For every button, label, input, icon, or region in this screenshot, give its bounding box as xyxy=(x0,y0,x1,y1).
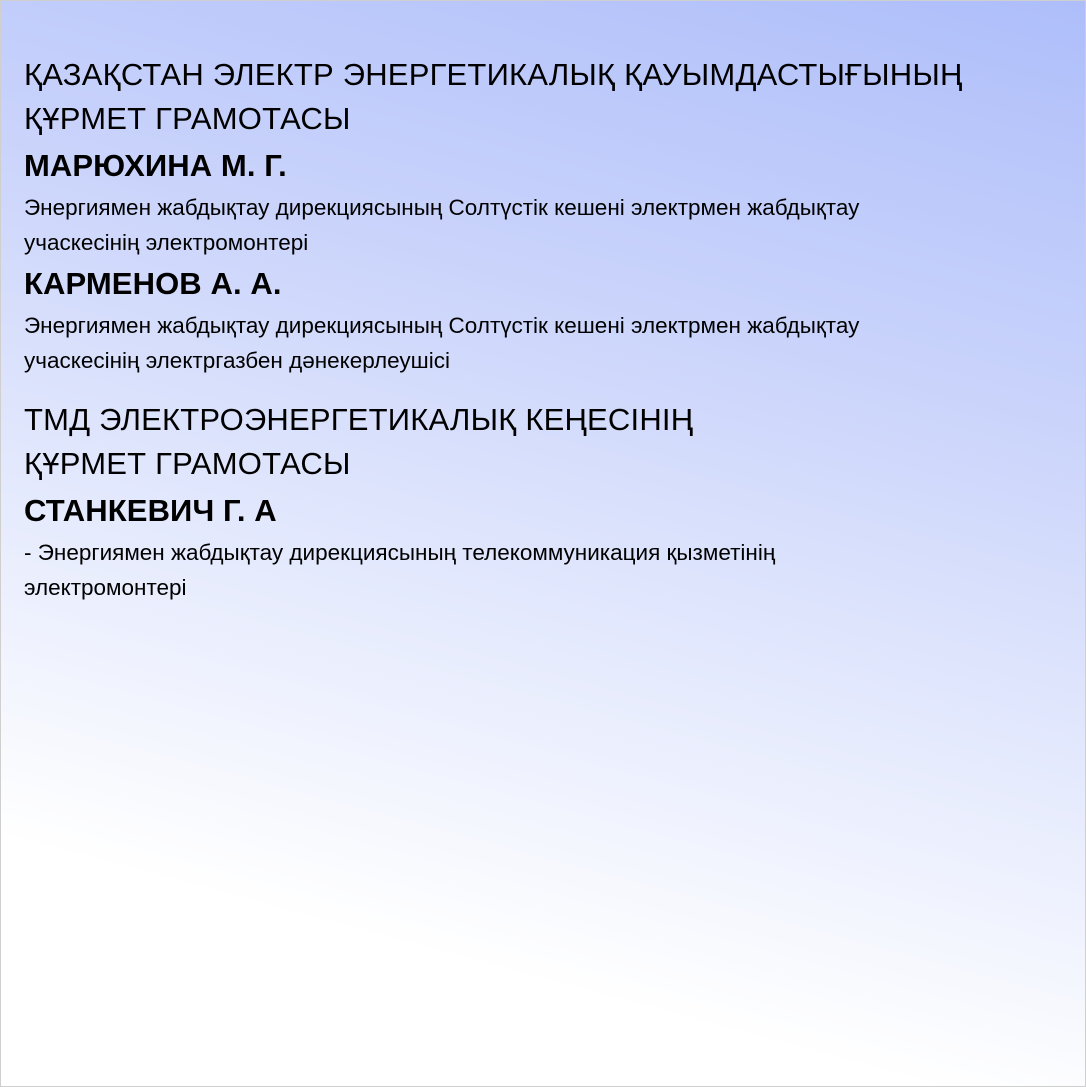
recipient-name: КАРМЕНОВ А. А. xyxy=(24,266,282,301)
award-section-cis-council xyxy=(24,398,1069,605)
recipient-maryukhina xyxy=(24,144,1069,260)
recipient-karmenov xyxy=(24,262,1069,378)
recipient-name: МАРЮХИНА М. Г. xyxy=(24,148,287,183)
recipient-stankevich xyxy=(24,489,1069,605)
award-title xyxy=(24,398,1069,486)
section-spacer xyxy=(24,378,1069,398)
award-section-kazakhstan-association xyxy=(24,53,1069,378)
award-title-line-1: ТМД ЭЛЕКТРОЭНЕРГЕТИКАЛЫҚ КЕҢЕСІНІҢ xyxy=(24,402,694,437)
recipient-description-line-2: учаскесінің электромонтері xyxy=(24,230,309,255)
recipient-description xyxy=(24,308,1069,378)
awards-content xyxy=(24,53,1069,605)
recipient-description-line-1: Энергиямен жабдықтау дирекциясының Солтүстік кешені электрмен жабдықтау xyxy=(24,195,860,220)
award-title-line-2: ҚҰРМЕТ ГРАМОТАСЫ xyxy=(24,446,351,481)
recipient-description xyxy=(24,535,1069,605)
recipient-description-line-2: электромонтері xyxy=(24,575,187,600)
recipient-description xyxy=(24,190,1069,260)
award-title xyxy=(24,53,1069,141)
recipient-description-line-1: Энергиямен жабдықтау дирекциясының Солтүстік кешені электрмен жабдықтау xyxy=(24,313,860,338)
recipient-name: СТАНКЕВИЧ Г. А xyxy=(24,493,277,528)
recipient-description-line-1: - Энергиямен жабдықтау дирекциясының телекоммуникация қызметінің xyxy=(24,540,776,565)
award-title-line-1: ҚАЗАҚСТАН ЭЛЕКТР ЭНЕРГЕТИКАЛЫҚ ҚАУЫМДАСТЫҒЫНЫҢ xyxy=(24,57,963,92)
award-title-line-2: ҚҰРМЕТ ГРАМОТАСЫ xyxy=(24,101,351,136)
recipient-description-line-2: учаскесінің электргазбен дәнекерлеушісі xyxy=(24,348,450,373)
